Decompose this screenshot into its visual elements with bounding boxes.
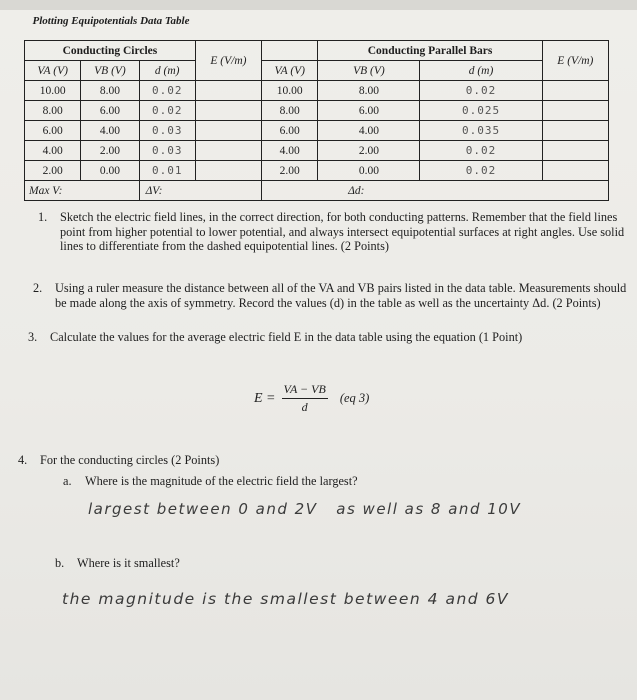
d-bars-cell[interactable]: 0.02 — [420, 81, 542, 101]
va-bars-cell: 2.00 — [262, 161, 318, 181]
e-circles-cell[interactable] — [195, 161, 261, 181]
vb-circles-cell: 6.00 — [81, 101, 139, 121]
e-circles-cell[interactable] — [195, 141, 261, 161]
d-bars-cell[interactable]: 0.035 — [420, 121, 542, 141]
top-cutoff-strip — [0, 0, 637, 10]
q3-text: Calculate the values for the average electric field E in the data table using the equation (1 Point) — [50, 330, 523, 344]
equation-lhs: E = — [254, 390, 276, 406]
table-row — [25, 141, 609, 161]
q4-text: For the conducting circles (2 Points) — [40, 453, 220, 467]
equation-label: (eq 3) — [339, 391, 370, 405]
data-table — [24, 12, 609, 201]
equation-numerator: VA − VB — [282, 382, 328, 399]
e-bars-cell[interactable] — [542, 81, 608, 101]
e-circles-cell[interactable] — [195, 121, 261, 141]
col-e-circles: E (V/m) — [195, 41, 261, 81]
d-circles-cell[interactable]: 0.02 — [139, 101, 195, 121]
question-4 — [18, 453, 600, 468]
col-d-circles: d (m) — [139, 61, 195, 81]
vb-circles-cell: 4.00 — [81, 121, 139, 141]
vb-circles-cell: 8.00 — [81, 81, 139, 101]
q2-number: 2. — [33, 281, 43, 295]
q4a-text: Where is the magnitude of the electric field the largest? — [85, 474, 358, 488]
d-circles-cell[interactable]: 0.03 — [139, 121, 195, 141]
col-va-circles: VA (V) — [25, 61, 81, 81]
va-bars-cell: 8.00 — [262, 101, 318, 121]
va-bars-cell: 6.00 — [262, 121, 318, 141]
vb-bars-cell: 6.00 — [318, 101, 420, 121]
col-e-bars: E (V/m) — [542, 41, 608, 81]
e-circles-cell[interactable] — [195, 81, 261, 101]
e-bars-cell[interactable] — [542, 141, 608, 161]
table-row — [25, 81, 609, 101]
d-circles-cell[interactable]: 0.03 — [139, 141, 195, 161]
group-header-circles: Conducting Circles — [25, 41, 196, 61]
q4a-label: a. — [63, 474, 72, 488]
va-circles-cell: 2.00 — [25, 161, 81, 181]
col-d-bars: d (m) — [420, 61, 542, 81]
va-circles-cell: 8.00 — [25, 101, 81, 121]
equation-fraction — [282, 382, 328, 415]
q2-text: Using a ruler measure the distance between all of the VA and VB pairs listed in the data table. Measurements should be made along the axis of symmetry. Record the values (d) in the table as well as the uncertainty Δd. (2 Points) — [55, 281, 627, 310]
e-circles-cell[interactable] — [195, 101, 261, 121]
question-2 — [33, 281, 633, 310]
d-bars-cell[interactable]: 0.02 — [420, 141, 542, 161]
q4b-handwritten-answer[interactable]: the magnitude is the smallest between 4 and 6V — [62, 590, 510, 608]
delta-v-label: ΔV: — [145, 184, 163, 197]
vb-bars-cell: 2.00 — [318, 141, 420, 161]
va-circles-cell: 10.00 — [25, 81, 81, 101]
question-4a — [63, 474, 605, 489]
table-row — [25, 161, 609, 181]
vb-circles-cell: 0.00 — [81, 161, 139, 181]
question-3 — [28, 330, 635, 345]
e-bars-cell[interactable] — [542, 121, 608, 141]
d-bars-cell[interactable]: 0.025 — [420, 101, 542, 121]
table-row — [25, 121, 609, 141]
group-header-bars: Conducting Parallel Bars — [318, 41, 542, 61]
col-va-bars: VA (V) — [262, 61, 318, 81]
table-title: Plotting Equipotentials Data Table — [32, 15, 190, 27]
q4b-text: Where is it smallest? — [77, 556, 180, 570]
q1-text: Sketch the electric field lines, in the correct direction, for both conducting patterns. Remember that the field lines point from higher potential to lower potential, and always intersect equipotential surfaces at right angles. Use solid lines to differentiate from the dashed equipotential lines. (2 Points) — [60, 210, 625, 253]
delta-d-label: Δd: — [348, 184, 365, 197]
d-circles-cell[interactable]: 0.01 — [139, 161, 195, 181]
question-4b — [55, 556, 597, 571]
vb-circles-cell: 2.00 — [81, 141, 139, 161]
e-bars-cell[interactable] — [542, 161, 608, 181]
va-circles-cell: 6.00 — [25, 121, 81, 141]
col-vb-bars: VB (V) — [318, 61, 420, 81]
e-bars-cell[interactable] — [542, 101, 608, 121]
delta-v-cell[interactable] — [139, 181, 262, 201]
q4-number: 4. — [18, 453, 28, 467]
va-circles-cell: 4.00 — [25, 141, 81, 161]
equation-denominator: d — [301, 400, 308, 414]
col-vb-circles: VB (V) — [81, 61, 139, 81]
q3-number: 3. — [28, 330, 38, 344]
q4a-handwritten-answer[interactable]: largest between 0 and 2V as well as 8 and 10V — [88, 500, 522, 518]
d-circles-cell[interactable]: 0.02 — [139, 81, 195, 101]
delta-d-cell[interactable] — [262, 181, 609, 201]
table-row — [25, 101, 609, 121]
va-bars-cell: 4.00 — [262, 141, 318, 161]
d-bars-cell[interactable]: 0.02 — [420, 161, 542, 181]
vb-bars-cell: 8.00 — [318, 81, 420, 101]
q4b-label: b. — [55, 556, 65, 570]
q1-number: 1. — [38, 210, 48, 224]
equation-3 — [254, 382, 369, 415]
question-1 — [38, 210, 628, 254]
vb-bars-cell: 4.00 — [318, 121, 420, 141]
max-v-label: Max V: — [29, 184, 63, 197]
va-bars-cell: 10.00 — [262, 81, 318, 101]
vb-bars-cell: 0.00 — [318, 161, 420, 181]
max-v-cell[interactable] — [25, 181, 140, 201]
